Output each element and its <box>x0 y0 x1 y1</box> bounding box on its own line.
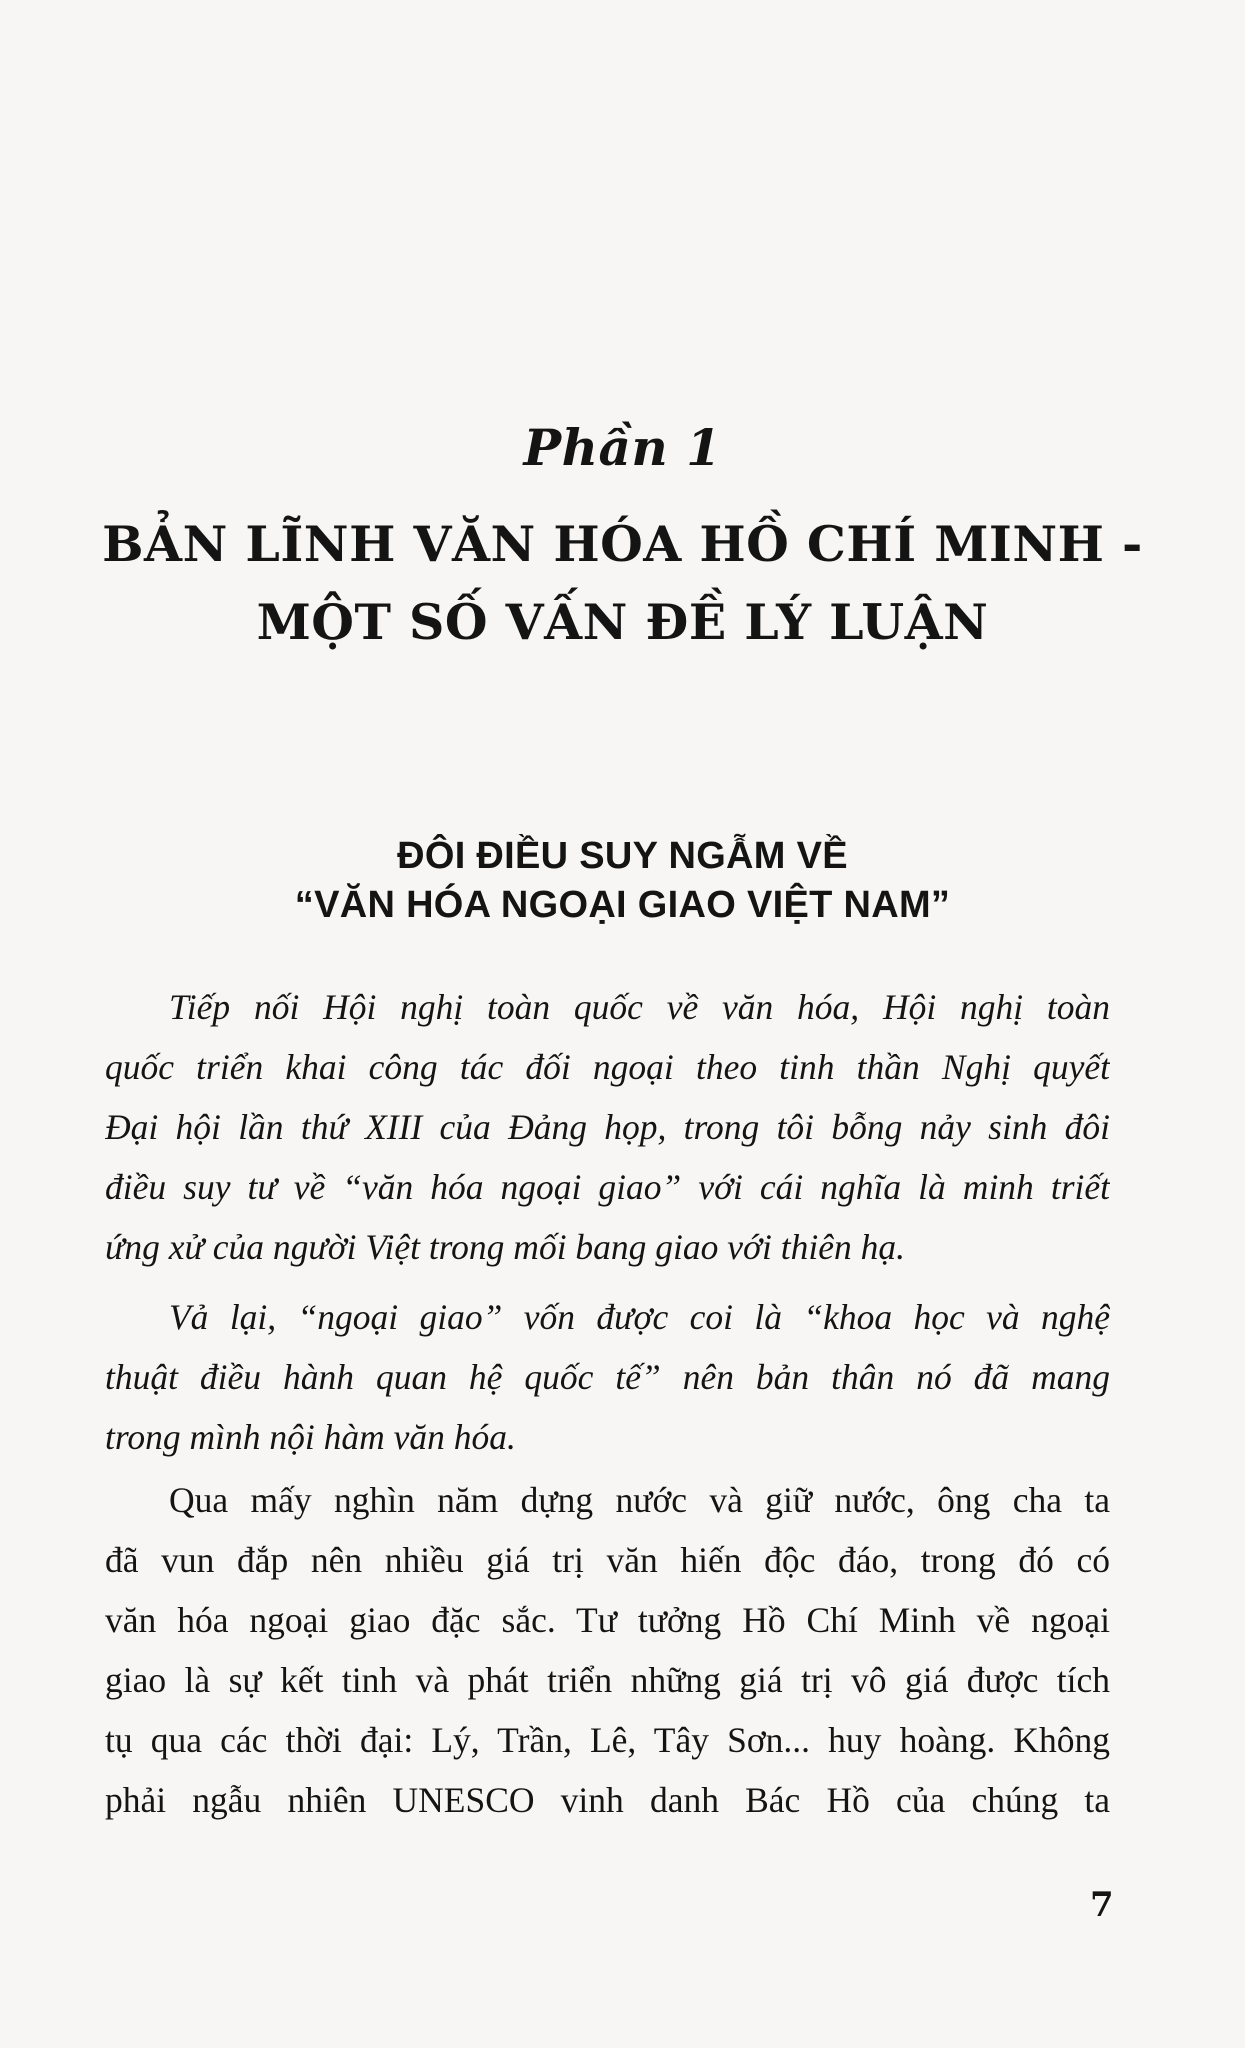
paragraph-line: đã vun đắp nên nhiều giá trị văn hiến độc đáo, trong đó có <box>105 1540 1110 1580</box>
part-title-line: MỘT SỐ VẤN ĐỀ LÝ LUẬN <box>256 593 989 651</box>
paragraph-line: tụ qua các thời đại: Lý, Trần, Lê, Tây Sơn... huy hoàng. Không <box>105 1720 1110 1760</box>
paragraph-line: Tiếp nối Hội nghị toàn quốc về văn hóa, Hội nghị toàn <box>169 987 1110 1027</box>
page-number: 7 <box>1090 1885 1114 1925</box>
paragraph-line: trong mình nội hàm văn hóa. <box>105 1417 516 1457</box>
paragraph-line: phải ngẫu nhiên UNESCO vinh danh Bác Hồ của chúng ta <box>105 1780 1110 1820</box>
paragraph-line: ứng xử của người Việt trong mối bang giao với thiên hạ. <box>105 1227 905 1267</box>
article-title-line: ĐÔI ĐIỀU SUY NGẪM VỀ <box>397 835 848 877</box>
part-title-line: BẢN LĨNH VĂN HÓA HỒ CHÍ MINH - <box>102 515 1143 573</box>
article-title-line: “VĂN HÓA NGOẠI GIAO VIỆT NAM” <box>294 884 951 926</box>
paragraph-line: văn hóa ngoại giao đặc sắc. Tư tưởng Hồ Chí Minh về ngoại <box>105 1600 1110 1640</box>
paragraph-line: Vả lại, “ngoại giao” vốn được coi là “khoa học và nghệ <box>169 1297 1110 1337</box>
paragraph-line: thuật điều hành quan hệ quốc tế” nên bản thân nó đã mang <box>105 1357 1110 1397</box>
paragraph-line: điều suy tư về “văn hóa ngoại giao” với cái nghĩa là minh triết <box>105 1167 1110 1207</box>
paragraph-line: quốc triển khai công tác đối ngoại theo tinh thần Nghị quyết <box>105 1047 1110 1087</box>
paragraph-intro <box>105 977 1110 1277</box>
part-title <box>0 505 1245 661</box>
paragraph-line: Đại hội lần thứ XIII của Đảng họp, trong tôi bỗng nảy sinh đôi <box>105 1107 1110 1147</box>
paragraph-line: Qua mấy nghìn năm dựng nước và giữ nước, ông cha ta <box>169 1480 1110 1520</box>
paragraph-definition <box>105 1287 1110 1467</box>
part-label: Phần 1 <box>523 418 722 477</box>
paragraph-line: giao là sự kết tinh và phát triển những giá trị vô giá được tích <box>105 1660 1110 1700</box>
paragraph-history <box>105 1470 1110 1830</box>
article-title <box>0 832 1245 930</box>
